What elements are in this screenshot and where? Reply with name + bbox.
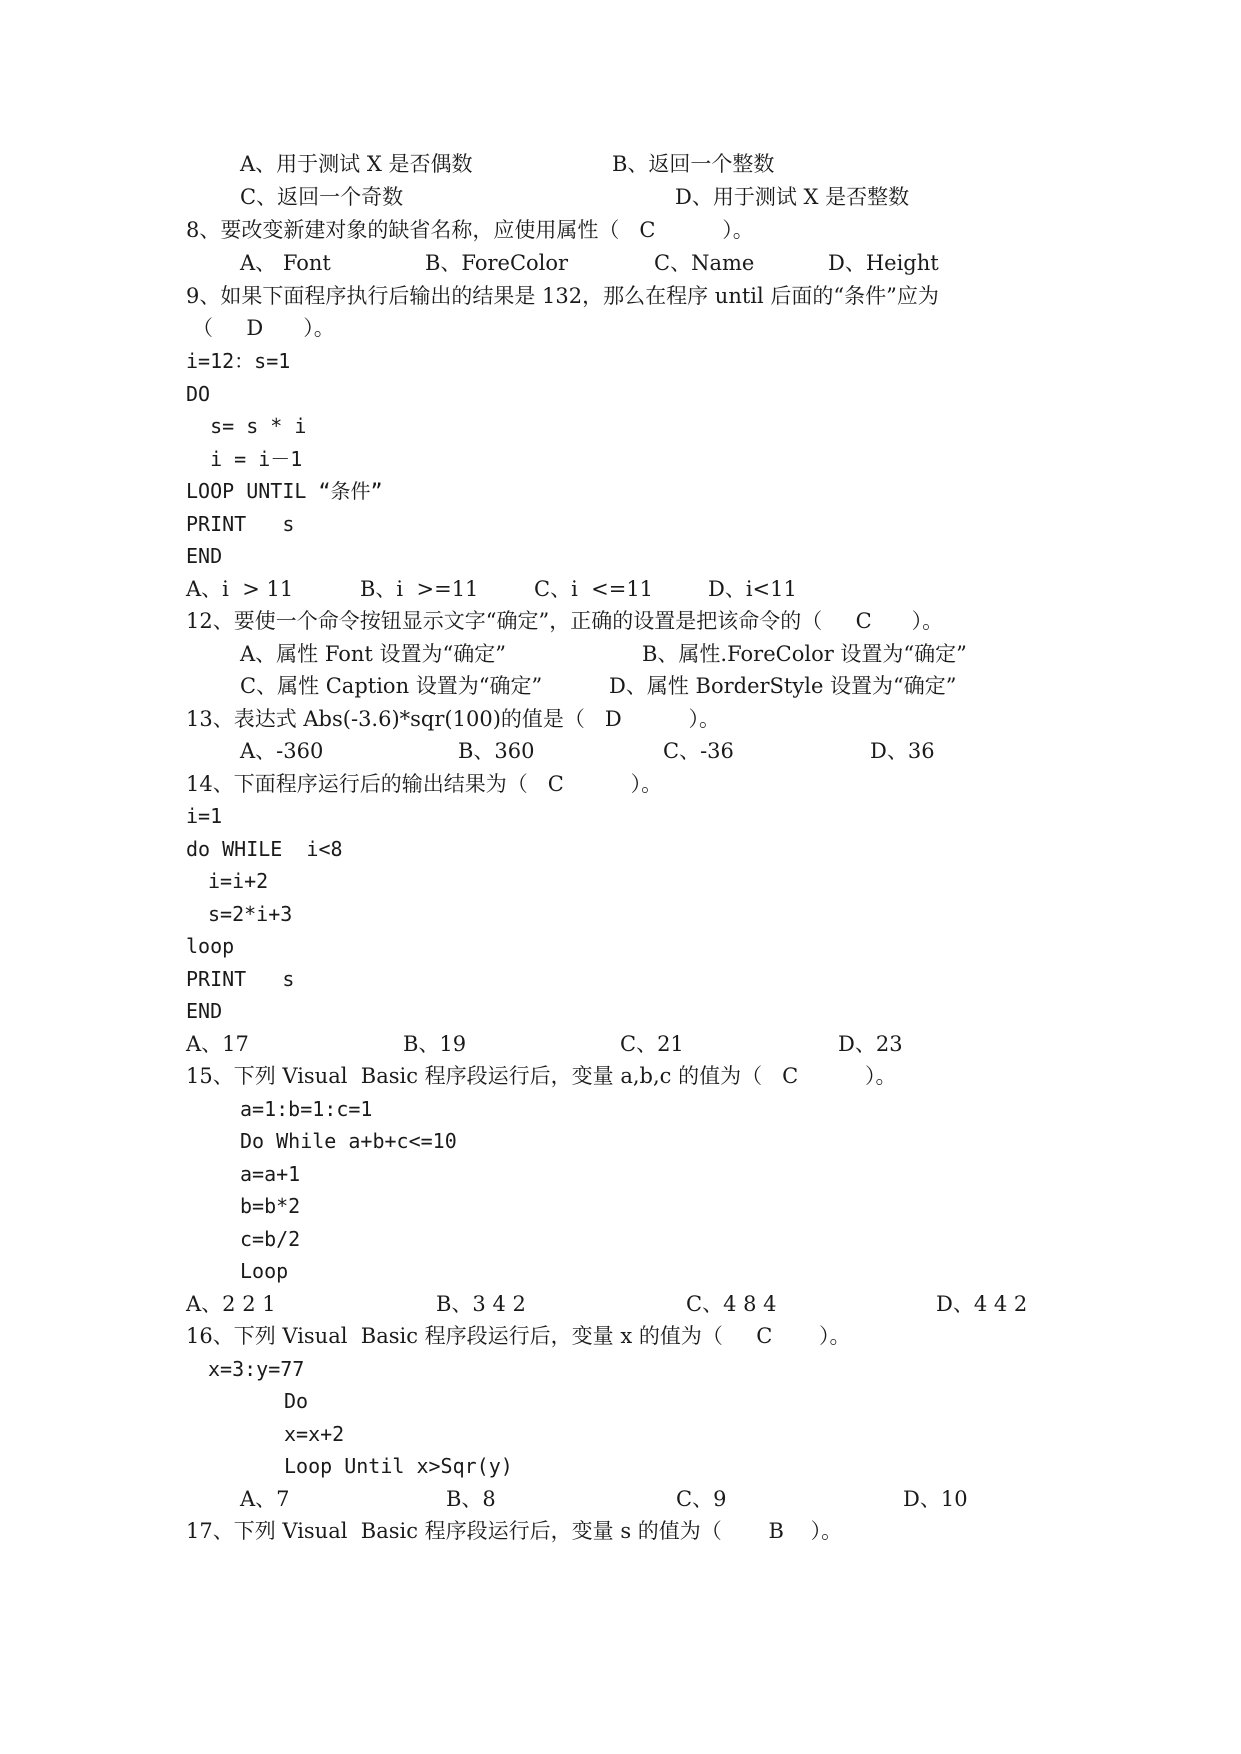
q16-code-line: x=x+2 [284, 1422, 345, 1446]
q9-option-d: D、i<11 [708, 577, 797, 601]
q15-code-line: Loop [240, 1259, 289, 1283]
q9-option-a: A、i > 11 [186, 577, 294, 601]
q14-code-line: PRINT s [186, 967, 295, 991]
q9-option-c: C、i <=11 [534, 577, 654, 601]
q16-option-b: B、8 [446, 1487, 496, 1511]
q14-code-line: loop [186, 934, 235, 958]
q9-code-line: END [186, 544, 223, 568]
q15-option-a: A、2 2 1 [186, 1292, 276, 1316]
q9-code-line: i=12：s=1 [186, 349, 291, 373]
q16-option-a: A、7 [240, 1487, 290, 1511]
q15-code-line: a=a+1 [240, 1162, 301, 1186]
q8-option-d: D、Height [828, 251, 939, 275]
q14-option-d: D、23 [838, 1032, 903, 1056]
q9-stem-line2: （ D ）。 [192, 316, 335, 340]
q9-code-line: PRINT s [186, 512, 295, 536]
q16-code-line: x=3:y=77 [208, 1357, 305, 1381]
q14-code-line: do WHILE i<8 [186, 837, 343, 861]
q7-option-c: C、返回一个奇数 [240, 185, 404, 209]
q15-option-b: B、3 4 2 [436, 1292, 526, 1316]
q15-code-line: c=b/2 [240, 1227, 301, 1251]
q13-option-d: D、36 [870, 739, 935, 763]
q7-option-d: D、用于测试 X 是否整数 [675, 185, 910, 209]
q16-option-c: C、9 [676, 1487, 727, 1511]
q8-option-b: B、ForeColor [425, 251, 569, 275]
q14-code-line: s=2*i+3 [208, 902, 293, 926]
q17-stem: 17、下列 Visual Basic 程序段运行后，变量 s 的值为（ B ）。 [186, 1519, 843, 1543]
q14-stem: 14、下面程序运行后的输出结果为（ C ）。 [186, 772, 663, 796]
q16-stem: 16、下列 Visual Basic 程序段运行后，变量 x 的值为（ C ）。 [186, 1324, 851, 1348]
q9-code-line: i = i－1 [186, 447, 303, 471]
q9-code-line: DO [186, 382, 211, 406]
q14-option-a: A、17 [186, 1032, 249, 1056]
q14-option-b: B、19 [403, 1032, 467, 1056]
q8-stem: 8、要改变新建对象的缺省名称，应使用属性（ C ）。 [186, 218, 754, 242]
q15-code-line: b=b*2 [240, 1194, 301, 1218]
q15-code-line: Do While a+b+c<=10 [240, 1129, 457, 1153]
q13-stem: 13、表达式 Abs(-3.6)*sqr(100)的值是（ D ）。 [186, 707, 721, 731]
q9-stem-line1: 9、如果下面程序执行后输出的结果是 132，那么在程序 until 后面的“条件”应为 [186, 284, 939, 308]
q13-option-c: C、-36 [663, 739, 734, 763]
q7-option-a: A、用于测试 X 是否偶数 [240, 152, 473, 176]
q14-code-line: i=i+2 [208, 869, 269, 893]
q7-option-b: B、返回一个整数 [612, 152, 775, 176]
q14-code-line: i=1 [186, 804, 223, 828]
q12-stem: 12、要使一个命令按钮显示文字“确定”，正确的设置是把该命令的（ C ）。 [186, 609, 944, 633]
q14-code-line: END [186, 999, 223, 1023]
q13-option-a: A、-360 [240, 739, 324, 763]
q12-option-d: D、属性 BorderStyle 设置为“确定” [609, 674, 957, 698]
q15-code-line: a=1:b=1:c=1 [240, 1097, 373, 1121]
q15-stem: 15、下列 Visual Basic 程序段运行后，变量 a,b,c 的值为（ C ）。 [186, 1064, 897, 1088]
q9-code-line: s= s * i [186, 414, 307, 438]
q8-option-a: A、 Font [240, 251, 331, 275]
q12-option-a: A、属性 Font 设置为“确定” [240, 642, 507, 666]
q8-option-c: C、Name [654, 251, 755, 275]
q13-option-b: B、360 [458, 739, 535, 763]
q9-code-line: LOOP UNTIL “条件” [186, 479, 383, 503]
q12-option-c: C、属性 Caption 设置为“确定” [240, 674, 543, 698]
q16-option-d: D、10 [903, 1487, 968, 1511]
q15-option-c: C、4 8 4 [686, 1292, 777, 1316]
q14-option-c: C、21 [620, 1032, 684, 1056]
q16-code-line: Do [284, 1389, 309, 1413]
q9-option-b: B、i >=11 [360, 577, 479, 601]
q16-code-line: Loop Until x>Sqr(y) [284, 1454, 513, 1478]
q12-option-b: B、属性.ForeColor 设置为“确定” [642, 642, 967, 666]
q15-option-d: D、4 4 2 [936, 1292, 1028, 1316]
